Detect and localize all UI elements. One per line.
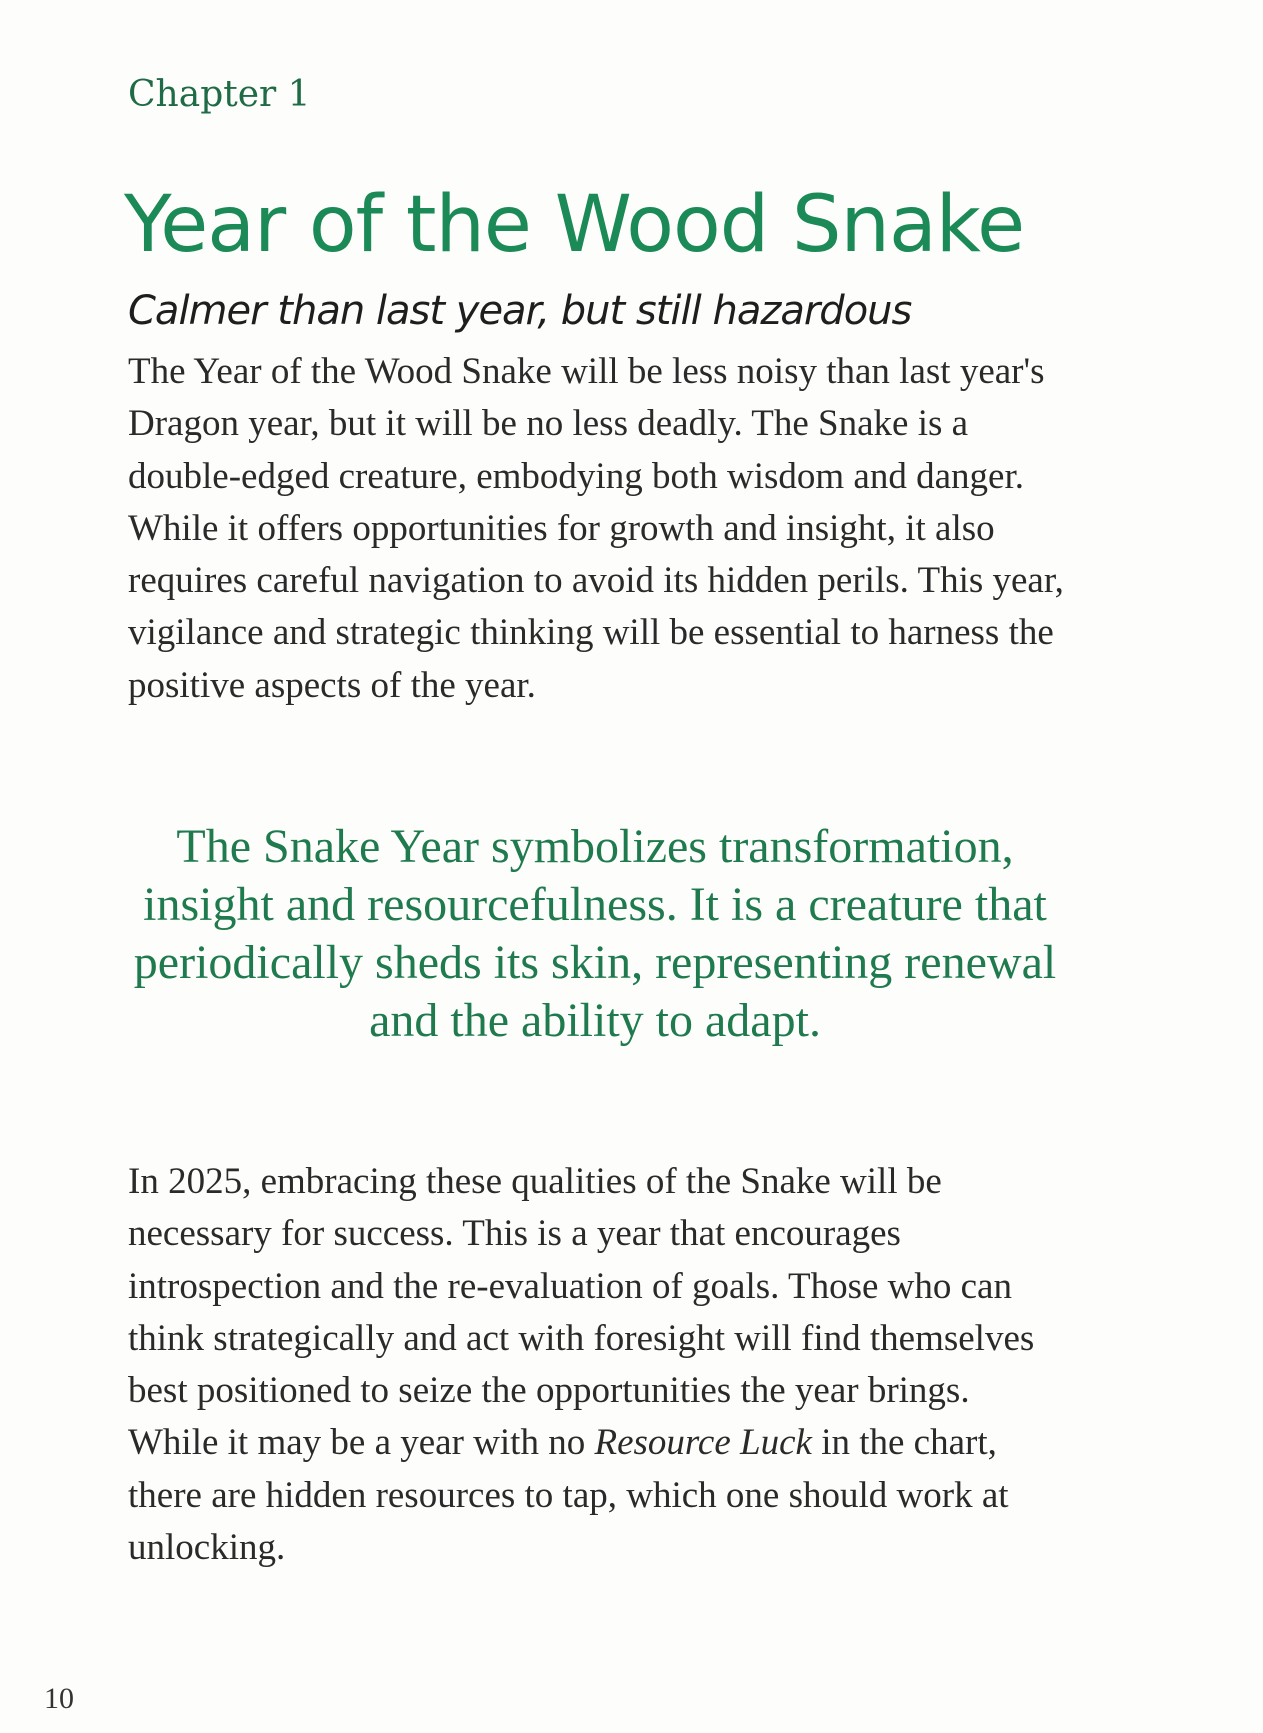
chapter-label: Chapter 1 xyxy=(128,74,311,115)
body-paragraph xyxy=(128,1156,1068,1574)
intro-paragraph: The Year of the Wood Snake will be less noisy than last year's Dragon year, but it will be no less deadly. The Snake is a double-edged creature, embodying both wisdom and danger. While it offers opportunities for growth and insight, it also requires careful navigation to avoid its hidden perils. This year, vigilance and strategic thinking will be essential to harness the positive aspects of the year. xyxy=(128,351,1064,706)
body-paragraph-text-start: In 2025, embracing these qualities of the Snake will be necessary for success. This is a year that encourages introspection and the re-evaluation of goals. Those who can think strategically and act with foresight will find themselves best positioned to seize the opportunities the year brings. While it may be a year with no xyxy=(128,1161,1035,1464)
resource-luck-term: Resource Luck xyxy=(594,1422,812,1464)
chapter-title: Year of the Wood Snake xyxy=(124,180,1025,270)
pull-quote: The Snake Year symbolizes transformation, insight and resourcefulness. It is a creature that periodically sheds its skin, representing renewal and the ability to adapt. xyxy=(133,820,1057,1047)
chapter-subtitle: Calmer than last year, but still hazardous xyxy=(128,288,912,334)
page-number: 10 xyxy=(44,1682,74,1715)
body-paragraph-text-end: in the chart, there are hidden resources to tap, which one should work at unlocking. xyxy=(128,1422,1009,1569)
